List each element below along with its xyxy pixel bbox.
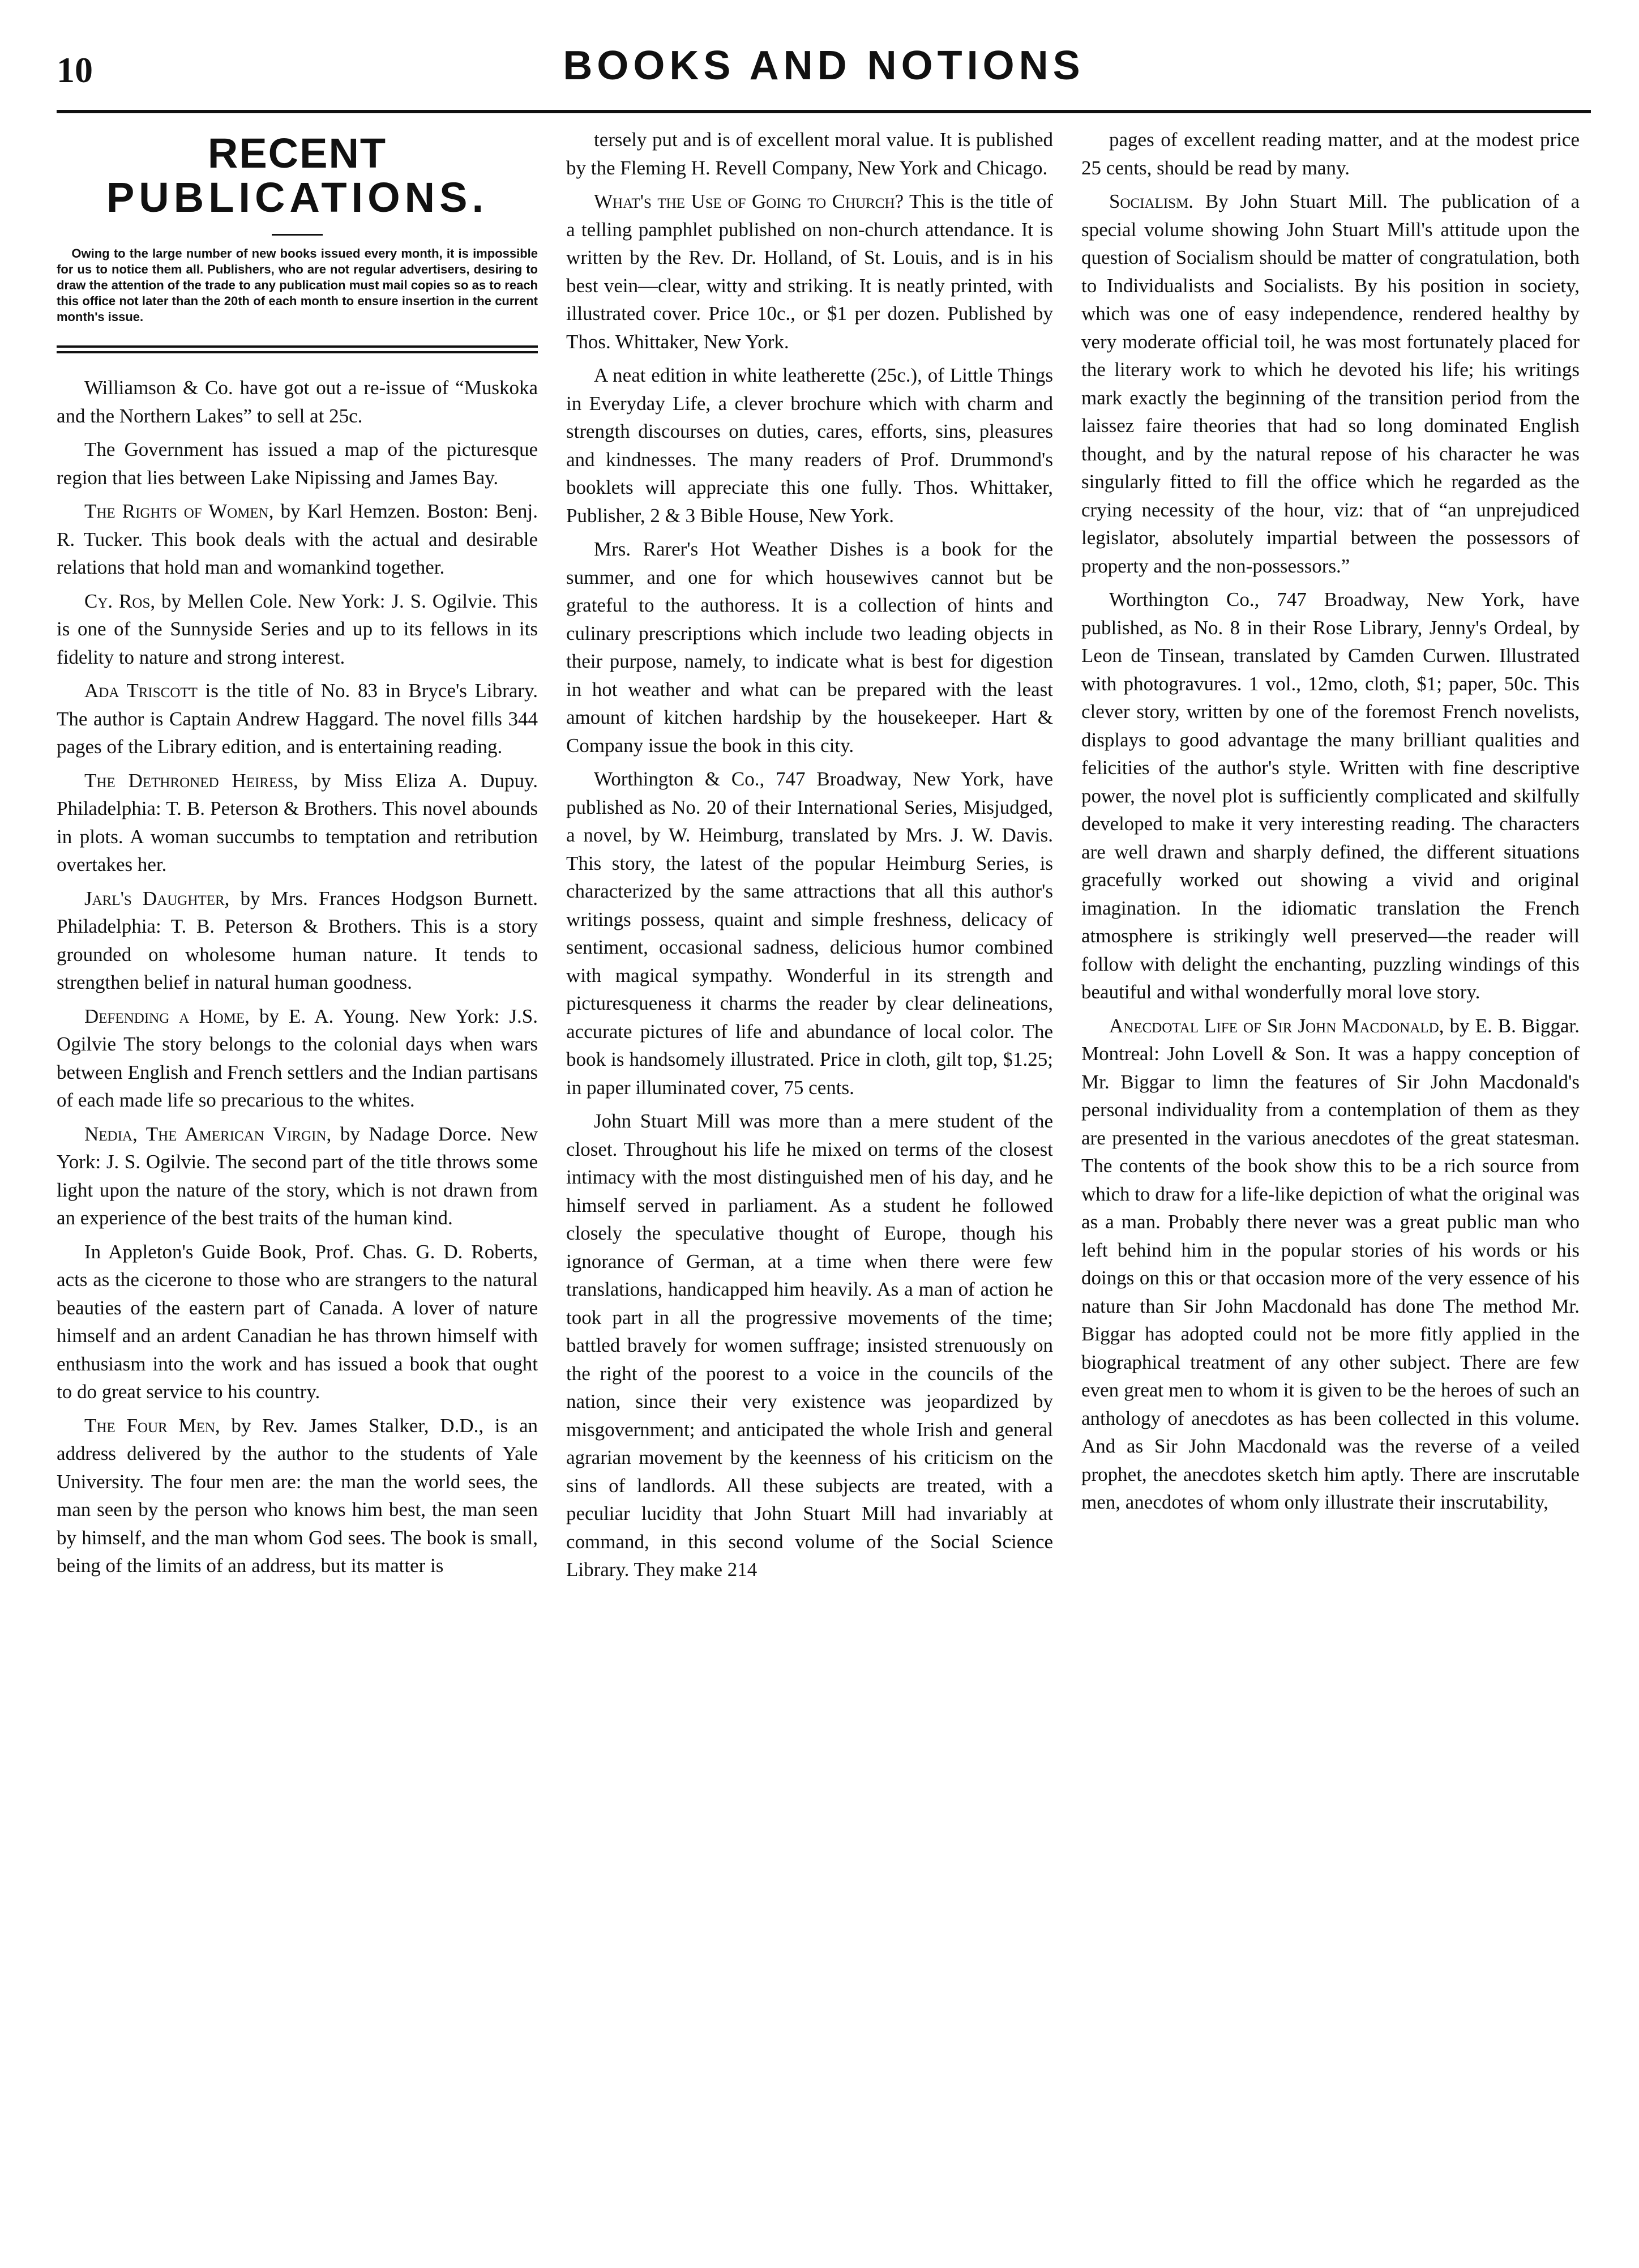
article-lead-title: Nedia, The American Virgin,	[84, 1122, 332, 1145]
page-number: 10	[57, 50, 93, 90]
column-1-body	[57, 374, 538, 1580]
article-paragraph	[566, 1107, 1053, 1584]
article-text: The Government has issued a map of the picturesque region that lies between Lake Nipissing and James Bay.	[57, 438, 538, 489]
article-text: by Mrs. Frances Hodgson Burnett. Philadelphia: T. B. Peterson & Brothers. This is a story grounded on wholesome human nature. It tends to strengthen belief in natural human goodness.	[57, 887, 538, 994]
article-lead-title: The Four Men,	[84, 1414, 220, 1437]
column-2-body	[566, 126, 1053, 1584]
article-text: by Karl Hemzen. Boston: Benj. R. Tucker. This book deals with the actual and desirable relations that hold man and womankind together.	[57, 500, 538, 579]
article-text: In Appleton's Guide Book, Prof. Chas. G. D. Roberts, acts as the cicerone to those who are strangers to the natural beauties of the eastern part of Canada. A lover of nature himself and an ardent Canadian he has thrown himself with enthusiasm into the work and has issued a book that ought to do great service to his country.	[57, 1240, 538, 1403]
article-paragraph	[566, 187, 1053, 356]
article-lead-title: Socialism.	[1109, 190, 1194, 212]
article-paragraph	[57, 1412, 538, 1580]
section-title-line-1: RECENT	[207, 130, 387, 177]
article-paragraph	[57, 1238, 538, 1406]
section-double-rule	[57, 345, 538, 353]
article-text: Mrs. Rarer's Hot Weather Dishes is a book for the summer, and one for which housewives cannot but be grateful to the authoress. It is a collection of hints and culinary prescriptions which include two leading objects in their purpose, namely, to indicate what is best for digestion in hot weather and what can be prepared with the least amount of kitchen hardship by the housekeeper. Hart & Company issue the book in this city.	[566, 538, 1053, 757]
article-text: A neat edition in white leatherette (25c.), of Little Things in Everyday Life, a clever brochure which with charm and strength discourses on duties, cares, efforts, sins, pleasures and kindnesses. The many readers of Prof. Drummond's booklets will appreciate this one fully. Thos. Whittaker, Publisher, 2 & 3 Bible House, New York.	[566, 364, 1053, 527]
article-paragraph	[57, 885, 538, 997]
section-heading	[57, 131, 538, 219]
article-lead-title: Jarl's Daughter,	[84, 887, 230, 909]
article-lead-title: What's the Use of Going to Church?	[594, 190, 904, 212]
section-note: Owing to the large number of new books issued every month, it is impossible for us to notice them all. Publishers, who are not regular advertisers, desiring to draw the attention of the trade to any publication must mail copies so as to reach this office not later than the 20th of each month to ensure insertion in the current month's issue.	[57, 246, 538, 324]
article-paragraph	[57, 1002, 538, 1114]
article-paragraph	[566, 126, 1053, 182]
article-paragraph	[57, 435, 538, 492]
article-paragraph	[57, 374, 538, 430]
article-paragraph	[566, 765, 1053, 1101]
column-2	[566, 126, 1053, 2245]
article-text: by Nadage Dorce. New York: J. S. Ogilvie. The second part of the title throws some light upon the nature of the story, which is not drawn from an experience of the best traits of the human kind.	[57, 1122, 538, 1229]
article-text: by Mellen Cole. New York: J. S. Ogilvie. This is one of the Sunnyside Series and up to its fellows in its fidelity to nature and strong interest.	[57, 590, 538, 668]
article-text: Worthington Co., 747 Broadway, New York, have published, as No. 8 in their Rose Library, Jenny's Ordeal, by Leon de Tinsean, translated by Camden Curwen. Illustrated with photogravures. 1 vol., 12mo, cloth, $1; paper, 50c. This clever story, written by one of the foremost French novelists, displays to good advantage the many brilliant qualities and felicities of the author's style. Written with fine descriptive power, the novel plot is sufficiently complicated and skilfully developed to make it very interesting reading. The characters are well drawn and sharply defined, the different situations gracefully worked out showing a vivid and original imagination. In the idiomatic translation the French atmosphere is strikingly well preserved—the reader will follow with delight the enchanting, puzzling windings of this beautiful and withal wonderfully moral love story.	[1081, 588, 1580, 1003]
article-text: by Miss Eliza A. Dupuy. Philadelphia: T. B. Peterson & Brothers. This novel abounds in plots. A woman succumbs to temptation and retribution overtakes her.	[57, 769, 538, 876]
article-lead-title: The Dethroned Heiress,	[84, 769, 298, 792]
article-paragraph	[57, 767, 538, 879]
heading-divider	[272, 234, 323, 236]
running-head: BOOKS AND NOTIONS	[563, 43, 1085, 88]
article-text: by E. B. Biggar. Montreal: John Lovell & Son. It was a happy conception of Mr. Biggar to limn the features of Sir John Macdonald's personal individuality from a contemplation of them as they are presented in the various anecdotes of the great statesman. The contents of the book show this to be a rich source from which to draw for a life-like depiction of what the original was as a man. Probably there never was a great public man who left behind him in the popular stories of his words or his doings on this or that occasion more of the very essence of his nature than Sir John Macdonald has done The method Mr. Biggar has adopted could not be more fitly applied in the biographical treatment of any other subject. There are few even great men to whom it is given to be the heroes of such an anthology of anecdotes as has been collected in this volume. And as Sir John Macdonald was the reverse of a veiled prophet, the anecdotes sketch him aptly. There are inscrutable men, anecdotes of whom only illustrate their inscrutability,	[1081, 1014, 1580, 1513]
article-text: by E. A. Young. New York: J.S. Ogilvie The story belongs to the colonial days when wars between English and French settlers and the Indian partisans of each made life so precarious to the whites.	[57, 1005, 538, 1112]
article-text: By John Stuart Mill. The publication of a special volume showing John Stuart Mill's attitude upon the question of Socialism should be matter of congratulation, both to Individualists and Socialists. By his position in society, which was one of easy independence, rendered healthy by very moderate official toil, he was most fortunately placed for the literary work to which he devoted his life; his writings mark exactly the beginning of the transition period from the laissez faire theories that had so long dominated English thought, and by the natural repose of his character he was singularly fitted to fill the office which he regarded as the crying necessity of the hour, viz: that of “an unprejudiced legislator, absolutely impartial between the possessors of property and the non-possessors.”	[1081, 190, 1580, 577]
article-text: pages of excellent reading matter, and at the modest price 25 cents, should be read by many.	[1081, 129, 1580, 179]
article-text: This is the title of a telling pamphlet published on non-church attendance. It is written by the Rev. Dr. Holland, of St. Louis, and is in his best vein—clear, witty and striking. It is neatly printed, with illustrated cover. Price 10c., or $1 per dozen. Published by Thos. Whittaker, New York.	[566, 190, 1053, 353]
column-1	[57, 126, 538, 2245]
article-lead-title: Ada Triscott	[84, 680, 198, 702]
article-paragraph	[566, 361, 1053, 529]
article-paragraph	[1081, 187, 1580, 580]
article-text: John Stuart Mill was more than a mere student of the closet. Throughout his life he mixed on terms of the closest intimacy with the most distinguished men of his day, and he himself served in parliament. As a student he followed closely the speculative thought of Europe, though his ignorance of German, at a time when there were few translations, handicapped him heavily. As a man of action he took part in all the progressive movements of the time; battled bravely for women suffrage; insisted strenuously on the right of the poorest to a voice in the councils of the nation, since their very existence was jeopardized by misgovernment; and anticipated the whole Irish and general agrarian movement by the keenness of his criticism on the sins of landlords. All these subjects are treated, with a peculiar lucidity that John Stuart Mill had invariably at command, in this second volume of the Social Science Library. They make 214	[566, 1110, 1053, 1581]
article-text: by Rev. James Stalker, D.D., is an address delivered by the author to the students of Yale University. The four men are: the man the world sees, the man seen by the person who knows him best, the man seen by himself, and the man whom God sees. The book is small, being of the limits of an address, but its matter is	[57, 1414, 538, 1577]
article-lead-title: Anecdotal Life of Sir John Macdonald,	[1109, 1014, 1444, 1037]
article-paragraph	[1081, 1012, 1580, 1517]
page-header	[57, 37, 1591, 113]
article-lead-title: Defending a Home,	[84, 1005, 250, 1027]
article-paragraph	[57, 587, 538, 672]
article-lead-title: Cy. Ros,	[84, 590, 156, 612]
section-title-line-2: PUBLICATIONS.	[106, 173, 489, 221]
article-paragraph	[57, 677, 538, 761]
column-3	[1081, 126, 1580, 2245]
article-lead-title: The Rights of Women,	[84, 500, 274, 523]
article-paragraph	[1081, 126, 1580, 182]
article-text: tersely put and is of excellent moral value. It is published by the Fleming H. Revell Company, New York and Chicago.	[566, 129, 1053, 179]
article-paragraph	[57, 1120, 538, 1232]
article-paragraph	[566, 535, 1053, 759]
article-text: Williamson & Co. have got out a re-issue of “Muskoka and the Northern Lakes” to sell at 25c.	[57, 377, 538, 427]
article-text: is the title of No. 83 in Bryce's Library. The author is Captain Andrew Haggard. The novel fills 344 pages of the Library edition, and is entertaining reading.	[57, 680, 538, 758]
header-rule	[57, 110, 1591, 113]
article-paragraph	[1081, 586, 1580, 1006]
column-3-body	[1081, 126, 1580, 1517]
article-text: Worthington & Co., 747 Broadway, New York, have published as No. 20 of their International Series, Misjudged, a novel, by W. Heimburg, translated by Mrs. J. W. Davis. This story, the latest of the popular Heimburg Series, is characterized by the same attractions that all this author's writings possess, quaint and simple freshness, delicacy of sentiment, occasional sadness, delicious humor combined with magical sympathy. Wonderful in its strength and picturesqueness it charms the reader by clear delineations, accurate pictures of life and abundance of local color. The book is handsomely illustrated. Price in cloth, gilt top, $1.25; in paper illuminated cover, 75 cents.	[566, 768, 1053, 1099]
article-paragraph	[57, 497, 538, 582]
